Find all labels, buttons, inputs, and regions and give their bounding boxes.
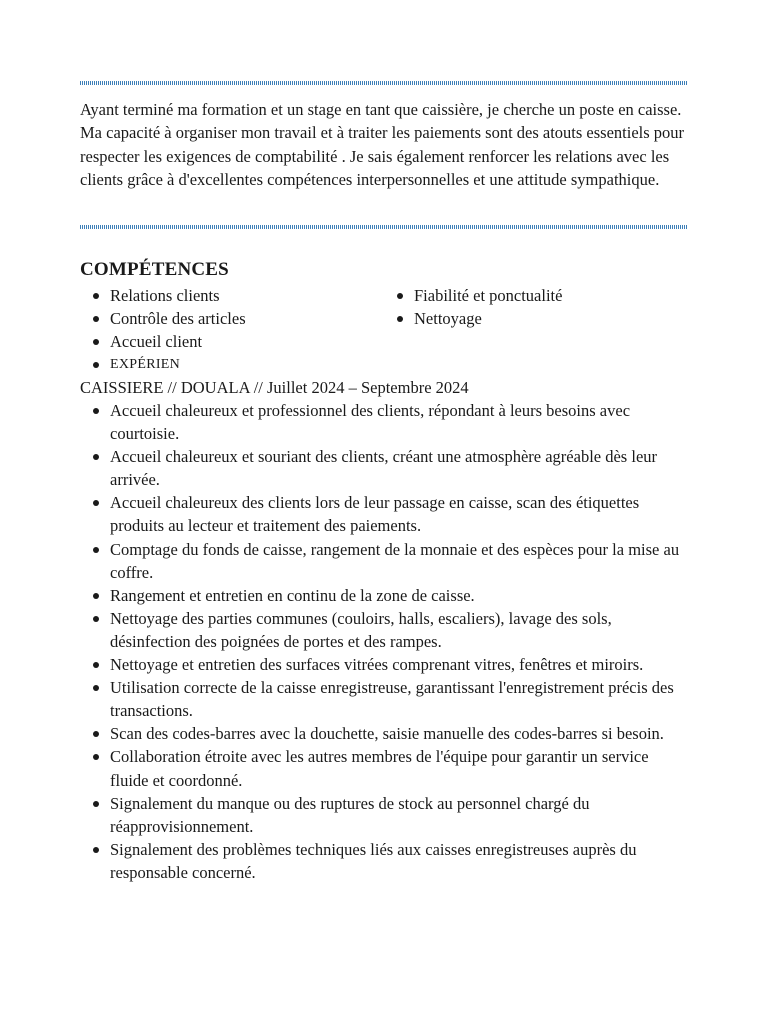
middle-dotted-divider xyxy=(80,225,688,229)
skill-item: Fiabilité et ponctualité xyxy=(394,284,562,307)
skills-list-right xyxy=(394,284,562,330)
experience-item: Scan des codes-barres avec la douchette, saisie manuelle des codes-barres si besoin. xyxy=(90,722,690,745)
experience-item: Nettoyage des parties communes (couloirs, halls, escaliers), lavage des sols, désinfection des poignées de portes et des rampes. xyxy=(90,607,690,653)
experience-item: Accueil chaleureux et professionnel des clients, répondant à leurs besoins avec courtoisie. xyxy=(90,399,690,445)
skill-item: Nettoyage xyxy=(394,307,562,330)
skill-item: EXPÉRIEN xyxy=(90,353,246,376)
skill-item: Relations clients xyxy=(90,284,246,307)
experience-item: Signalement du manque ou des ruptures de stock au personnel chargé du réapprovisionnement. xyxy=(90,792,690,838)
experience-item: Collaboration étroite avec les autres membres de l'équipe pour garantir un service fluide et coordonné. xyxy=(90,745,690,791)
skill-item: Accueil client xyxy=(90,330,246,353)
top-dotted-divider xyxy=(80,81,688,85)
experience-item: Accueil chaleureux et souriant des clients, créant une atmosphère agréable dès leur arrivée. xyxy=(90,445,690,491)
experience-item: Nettoyage et entretien des surfaces vitrées comprenant vitres, fenêtres et miroirs. xyxy=(90,653,690,676)
skills-section-title: COMPÉTENCES xyxy=(80,259,229,280)
experience-item: Comptage du fonds de caisse, rangement de la monnaie et des espèces pour la mise au coffre. xyxy=(90,538,690,584)
job-header: CAISSIERE // DOUALA // Juillet 2024 – Septembre 2024 xyxy=(80,378,469,397)
experience-item: Utilisation correcte de la caisse enregistreuse, garantissant l'enregistrement précis des transactions. xyxy=(90,676,690,722)
skill-item: Contrôle des articles xyxy=(90,307,246,330)
experience-item: Accueil chaleureux des clients lors de leur passage en caisse, scan des étiquettes produits au lecteur et traitement des paiements. xyxy=(90,491,690,537)
experience-item: Signalement des problèmes techniques liés aux caisses enregistreuses auprès du responsable concerné. xyxy=(90,838,690,884)
experience-list xyxy=(90,399,690,884)
profile-summary: Ayant terminé ma formation et un stage en tant que caissière, je cherche un poste en caisse. Ma capacité à organiser mon travail et à traiter les paiements sont des atouts essentiels pour respecter les exigences de comptabilité . Je sais également renforcer les relations avec les clients grâce à d'excellentes compétences interpersonnelles et une attitude sympathique. xyxy=(80,100,685,189)
skills-list-left xyxy=(90,284,246,376)
experience-item: Rangement et entretien en continu de la zone de caisse. xyxy=(90,584,690,607)
